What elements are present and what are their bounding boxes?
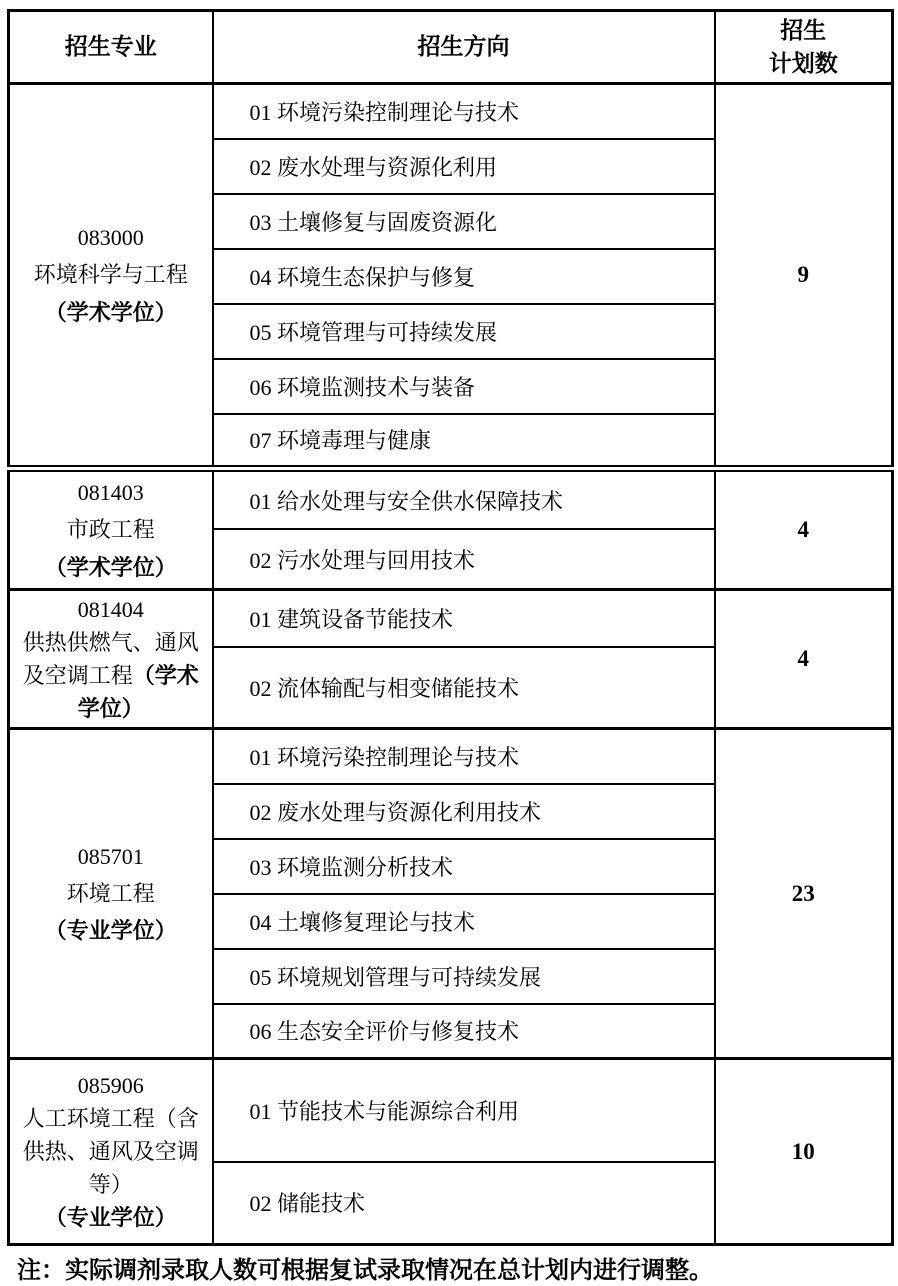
table-row bbox=[9, 84, 893, 139]
major-name-text: 供热供燃气、通风 bbox=[22, 630, 199, 656]
major-name-text: 081403 bbox=[77, 480, 144, 505]
table-row bbox=[9, 1059, 893, 1162]
direction-cell: 03 环境监测分析技术 bbox=[213, 839, 715, 894]
direction-cell: 07 环境毒理与健康 bbox=[213, 414, 715, 469]
major-name-text: 人工环境工程（含 bbox=[22, 1106, 199, 1132]
major-name-text: 085701 bbox=[77, 843, 144, 869]
direction-cell: 01 建筑设备节能技术 bbox=[213, 590, 715, 647]
header-major: 招生专业 bbox=[9, 11, 213, 84]
major-name-text: 及空调工程 bbox=[22, 663, 133, 689]
footnote: 注：实际调剂录取人数可根据复试录取情况在总计划内进行调整。 bbox=[17, 1257, 713, 1285]
direction-cell: 01 给水处理与安全供水保障技术 bbox=[213, 469, 715, 530]
plan-cell: 4 bbox=[715, 590, 893, 729]
major-name-text: 市政工程 bbox=[66, 517, 155, 543]
direction-cell: 01 节能技术与能源综合利用 bbox=[213, 1059, 715, 1162]
header-plan: 招生 计划数 bbox=[715, 11, 893, 84]
admissions-table bbox=[7, 9, 894, 1246]
major-name-text: 083000 bbox=[77, 224, 144, 250]
direction-cell: 02 污水处理与回用技术 bbox=[213, 529, 715, 590]
plan-cell: 4 bbox=[715, 469, 893, 590]
plan-cell: 10 bbox=[715, 1059, 893, 1245]
direction-cell: 04 环境生态保护与修复 bbox=[213, 249, 715, 304]
major-cell bbox=[9, 1059, 213, 1245]
table-row bbox=[9, 469, 893, 530]
major-name-text: 081404 bbox=[77, 597, 144, 623]
table-row bbox=[9, 590, 893, 647]
direction-cell: 05 环境规划管理与可持续发展 bbox=[213, 949, 715, 1004]
major-degree-text: （学术 bbox=[132, 663, 199, 689]
major-degree-text: （专业学位） bbox=[44, 918, 177, 944]
table-body bbox=[9, 84, 893, 1245]
table-header bbox=[9, 11, 893, 84]
major-degree-text: （学术学位） bbox=[44, 299, 177, 325]
direction-cell: 02 废水处理与资源化利用技术 bbox=[213, 784, 715, 839]
direction-cell: 04 土壤修复理论与技术 bbox=[213, 894, 715, 949]
direction-cell: 02 储能技术 bbox=[213, 1162, 715, 1245]
major-cell bbox=[9, 84, 213, 469]
major-cell bbox=[9, 729, 213, 1059]
direction-cell: 01 环境污染控制理论与技术 bbox=[213, 84, 715, 139]
major-name-text: 供热、通风及空调 bbox=[22, 1139, 199, 1165]
major-degree-text: 学位） bbox=[77, 696, 144, 722]
major-name-text: 环境工程 bbox=[66, 880, 155, 906]
table-row bbox=[9, 729, 893, 784]
header-direction: 招生方向 bbox=[213, 11, 715, 84]
direction-cell: 02 废水处理与资源化利用 bbox=[213, 139, 715, 194]
major-cell bbox=[9, 590, 213, 729]
plan-cell: 9 bbox=[715, 84, 893, 469]
major-name-text: 085906 bbox=[77, 1073, 144, 1099]
direction-cell: 02 流体输配与相变储能技术 bbox=[213, 647, 715, 729]
major-cell bbox=[9, 469, 213, 590]
major-degree-text: （专业学位） bbox=[44, 1205, 177, 1231]
direction-cell: 03 土壤修复与固废资源化 bbox=[213, 194, 715, 249]
direction-cell: 05 环境管理与可持续发展 bbox=[213, 304, 715, 359]
direction-cell: 06 环境监测技术与装备 bbox=[213, 359, 715, 414]
direction-cell: 06 生态安全评价与修复技术 bbox=[213, 1004, 715, 1059]
major-name-text: 等） bbox=[88, 1172, 133, 1198]
major-name-text: 环境科学与工程 bbox=[33, 262, 188, 288]
major-degree-text: （学术学位） bbox=[44, 554, 177, 580]
plan-cell: 23 bbox=[715, 729, 893, 1059]
direction-cell: 01 环境污染控制理论与技术 bbox=[213, 729, 715, 784]
